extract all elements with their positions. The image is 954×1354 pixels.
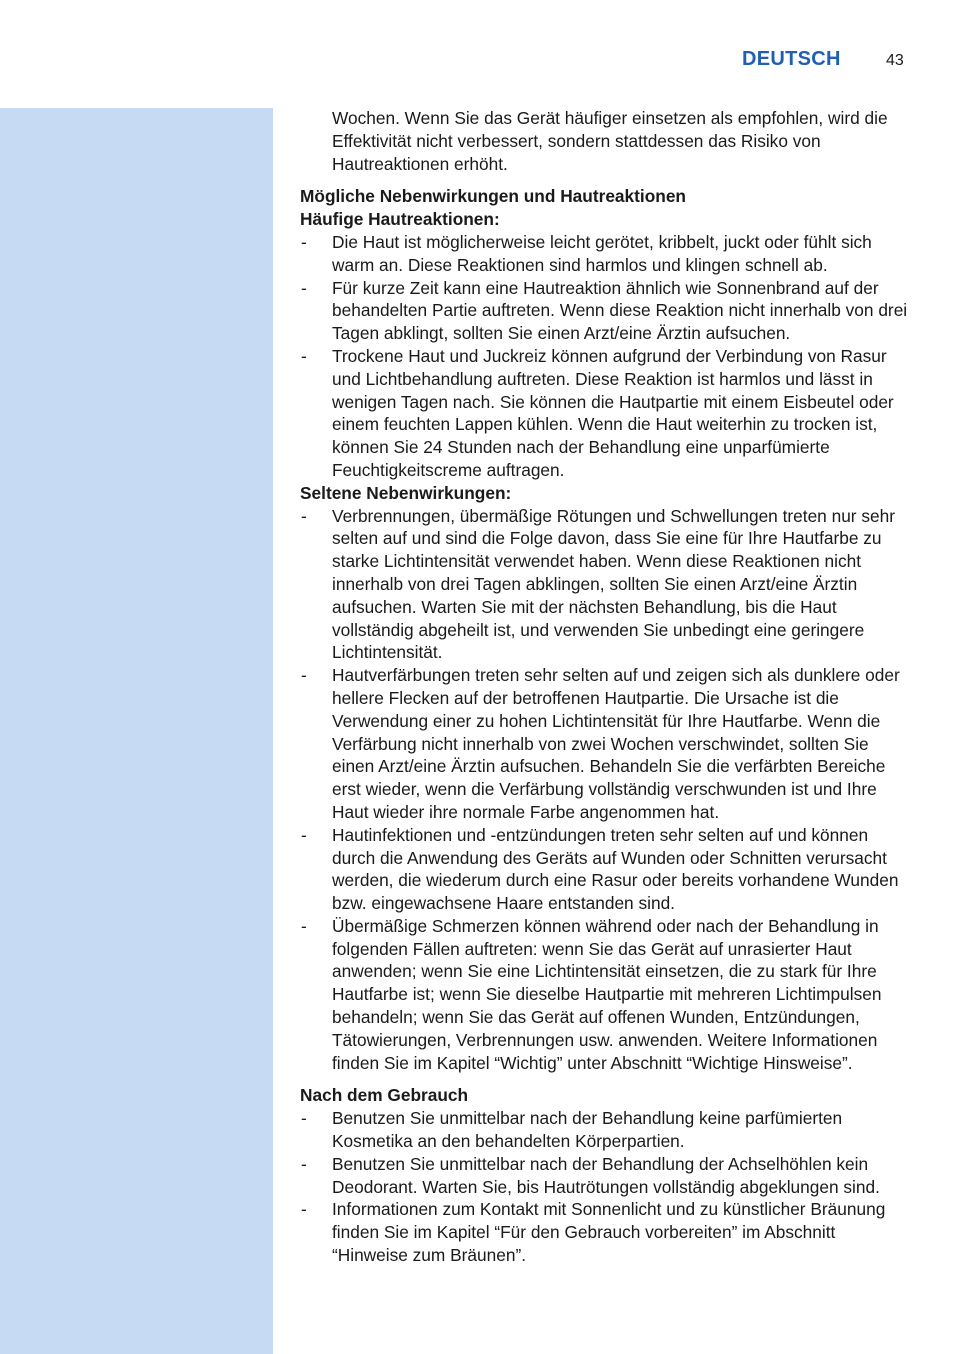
page-number: 43	[886, 52, 904, 69]
list-item: - Benutzen Sie unmittelbar nach der Behandlung keine parfümierten Kosmetika an den behandelten Körperpartien.	[300, 1107, 908, 1153]
list-item: - Hautverfärbungen treten sehr selten auf und zeigen sich als dunklere oder hellere Flecken auf der betroffenen Hautpartie. Die Ursache ist die Verwendung einer zu hohen Lichtintensität für Ihre Hautfarbe. Wenn die Verfärbung nicht innerhalb von zwei Wochen verschwindet, sollten Sie einen Arzt/eine Ärztin aufsuchen. Behandeln Sie die verfärbten Bereiche erst wieder, wenn die Verfärbung vollständig verschwunden ist und Ihre Haut wieder ihre normale Farbe angenommen hat.	[300, 664, 908, 824]
common-reactions-list	[300, 231, 908, 482]
list-item: - Verbrennungen, übermäßige Rötungen und Schwellungen treten nur sehr selten auf und sind die Folge davon, dass Sie eine für Ihre Hautfarbe zu starke Lichtintensität verwendet haben. Wenn diese Reaktionen nicht innerhalb von drei Tagen abklingen, sollten Sie einen Arzt/eine Ärztin aufsuchen. Warten Sie mit der nächsten Behandlung, bis die Haut vollständig abgeheilt ist, und verwenden Sie unbedingt eine geringere Lichtintensität.	[300, 505, 908, 665]
section-title-rare-side-effects: Seltene Nebenwirkungen:	[300, 482, 512, 503]
after-use-list	[300, 1107, 908, 1267]
intro-paragraph: Wochen. Wenn Sie das Gerät häufiger einsetzen als empfohlen, wird die Effektivität nicht verbessert, sondern stattdessen das Risiko von Hautreaktionen erhöht.	[332, 108, 888, 174]
main-content	[300, 107, 908, 1267]
section-title-after-use: Nach dem Gebrauch	[300, 1085, 469, 1106]
list-item: - Die Haut ist möglicherweise leicht gerötet, kribbelt, juckt oder fühlt sich warm an. Diese Reaktionen sind harmlos und klingen schnell ab.	[300, 231, 908, 277]
section-subtitle-common-reactions: Häufige Hautreaktionen:	[300, 209, 500, 230]
rare-side-effects-list	[300, 505, 908, 1075]
list-item: - Hautinfektionen und -entzündungen treten sehr selten auf und können durch die Anwendung des Geräts auf Wunden oder Schnitten verursacht werden, die wiederum durch eine Rasur oder bereits vorhandene Wunden bzw. eingewachsene Haare entstanden sind.	[300, 824, 908, 915]
list-item: - Für kurze Zeit kann eine Hautreaktion ähnlich wie Sonnenbrand auf der behandelten Partie auftreten. Wenn diese Reaktion nicht innerhalb von drei Tagen abklingt, sollten Sie einen Arzt/eine Ärztin aufsuchen.	[300, 277, 908, 345]
list-item: - Übermäßige Schmerzen können während oder nach der Behandlung in folgenden Fällen auftreten: wenn Sie das Gerät auf unrasierter Haut anwenden; wenn Sie eine Lichtintensität einsetzen, die zu stark für Ihre Hautfarbe ist; wenn Sie dieselbe Hautpartie mit mehreren Lichtimpulsen behandeln; wenn Sie das Gerät auf offenen Wunden, Entzündungen, Tätowierungen, Verbrennungen usw. anwenden. Weitere Informationen finden Sie im Kapitel “Wichtig” unter Abschnitt “Wichtige Hinsweise”.	[300, 915, 908, 1075]
list-item: - Trockene Haut und Juckreiz können aufgrund der Verbindung von Rasur und Lichtbehandlung auftreten. Diese Reaktion ist harmlos und lässt in wenigen Tagen nach. Sie können die Hautpartie mit einem Eisbeutel oder einem feuchten Lappen kühlen. Wenn die Haut weiterhin zu trocken ist, können Sie 24 Stunden nach der Behandlung eine unparfümierte Feuchtigkeitscreme auftragen.	[300, 345, 908, 482]
language-label: DEUTSCH	[742, 48, 841, 70]
list-item: - Benutzen Sie unmittelbar nach der Behandlung der Achselhöhlen kein Deodorant. Warten Sie, bis Hautrötungen vollständig abgeklungen sind.	[300, 1153, 908, 1199]
section-title-side-effects: Mögliche Nebenwirkungen und Hautreaktionen	[300, 186, 686, 207]
list-item: - Informationen zum Kontakt mit Sonnenlicht und zu künstlicher Bräunung finden Sie im Kapitel “Für den Gebrauch vorbereiten” im Abschnitt “Hinweise zum Bräunen”.	[300, 1198, 908, 1266]
sidebar-panel	[0, 108, 273, 1354]
